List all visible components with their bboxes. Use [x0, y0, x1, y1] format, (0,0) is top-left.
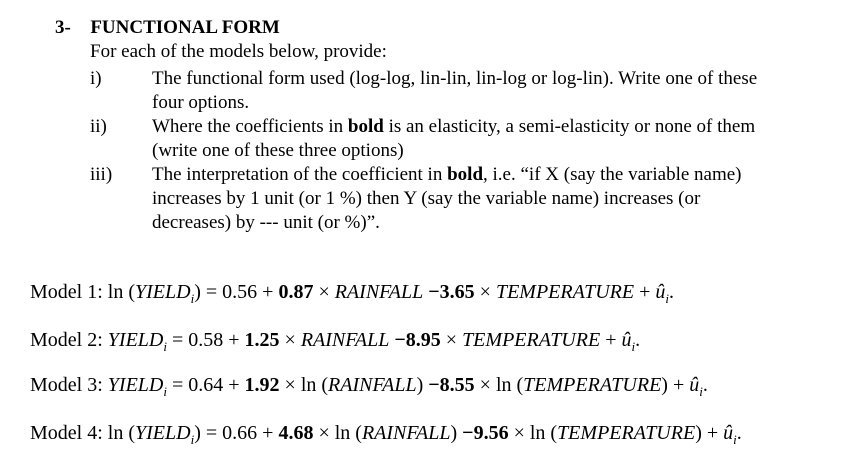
- period: .: [702, 374, 708, 396]
- plus-sign: +: [634, 281, 656, 303]
- variable-1: RAINFALL: [361, 422, 451, 444]
- var2-suffix: ): [695, 422, 702, 444]
- item-marker-i: i): [90, 68, 102, 89]
- lhs-variable: YIELD: [107, 329, 164, 351]
- model-label: Model 2:: [30, 329, 103, 351]
- item-iii-bold-word: bold: [447, 164, 484, 185]
- section-number: 3-: [55, 17, 71, 38]
- lhs-subscript: i: [190, 291, 195, 306]
- item-marker-iii: iii): [90, 164, 113, 185]
- times-sign: ×: [474, 281, 496, 303]
- residual-symbol: û: [621, 329, 632, 351]
- coefficient-1: 4.68: [278, 422, 314, 444]
- times-sign: ×: [440, 329, 463, 351]
- equals-sign: =: [166, 374, 189, 396]
- item-ii-line-1: [152, 115, 755, 139]
- intercept-value: 0.56: [222, 281, 258, 303]
- variable-1: RAINFALL: [328, 374, 417, 396]
- var1-suffix: ): [416, 374, 424, 396]
- variable-2: TEMPERATURE: [462, 329, 601, 351]
- lhs-prefix: ln (: [107, 281, 135, 303]
- section-title: FUNCTIONAL FORM: [90, 17, 280, 38]
- equals-sign: =: [200, 422, 223, 444]
- residual-subscript: i: [631, 339, 636, 354]
- model-equation-4: [30, 421, 742, 445]
- var1-prefix: ln (: [334, 422, 362, 444]
- residual-subscript: i: [665, 291, 669, 306]
- coefficient-1: 1.92: [244, 374, 280, 396]
- minus-sign: −: [423, 374, 440, 396]
- intro-text: For each of the models below, provide:: [90, 41, 387, 62]
- model-equation-1: [30, 280, 674, 304]
- var2-suffix: ): [661, 374, 668, 396]
- residual-subscript: i: [733, 432, 737, 447]
- item-i-line-2: four options.: [152, 92, 250, 113]
- item-marker-ii: ii): [90, 116, 107, 137]
- item-iii-line-1: [152, 163, 742, 187]
- lhs-suffix: ): [194, 422, 201, 444]
- times-sign: ×: [279, 329, 301, 351]
- plus-sign: +: [667, 374, 690, 396]
- item-iii-text-pre: The interpretation of the coefficient in: [152, 164, 448, 185]
- model-equation-3: [30, 373, 708, 397]
- lhs-suffix: ): [194, 281, 201, 303]
- period: .: [668, 281, 674, 303]
- times-sign: ×: [474, 374, 496, 396]
- times-sign: ×: [313, 422, 335, 444]
- lhs-variable: YIELD: [135, 281, 191, 303]
- item-ii-text-pre: Where the coefficients in: [152, 116, 348, 137]
- lhs-variable: YIELD: [107, 374, 164, 396]
- item-ii-text-post: is an elasticity, a semi-elasticity or none of them: [383, 116, 756, 137]
- model-equation-2: [30, 328, 640, 352]
- coefficient-2: 8.55: [439, 374, 475, 396]
- period: .: [736, 422, 742, 444]
- coefficient-2: 9.56: [473, 422, 509, 444]
- lhs-subscript: i: [190, 432, 195, 447]
- var2-prefix: ln (: [495, 374, 524, 396]
- variable-2: TEMPERATURE: [557, 422, 696, 444]
- coefficient-2: 3.65: [439, 281, 475, 303]
- var1-prefix: ln (: [300, 374, 329, 396]
- plus-sign: +: [223, 329, 245, 351]
- var1-suffix: ): [450, 422, 458, 444]
- residual-symbol: û: [655, 281, 666, 303]
- coefficient-2: 8.95: [405, 329, 441, 351]
- model-label: Model 3:: [30, 374, 103, 396]
- residual-symbol: û: [689, 374, 700, 396]
- coefficient-1: 1.25: [244, 329, 280, 351]
- plus-sign: +: [257, 422, 279, 444]
- item-iii-line-2: increases by 1 unit (or 1 %) then Y (say the variable name) increases (or: [152, 188, 701, 209]
- residual-symbol: û: [723, 422, 734, 444]
- residual-subscript: i: [699, 384, 703, 399]
- lhs-prefix: ln (: [107, 422, 135, 444]
- period: .: [635, 329, 641, 351]
- variable-1: RAINFALL: [300, 329, 390, 351]
- equals-sign: =: [166, 329, 189, 351]
- intercept-value: 0.66: [222, 422, 258, 444]
- minus-sign: −: [389, 329, 406, 351]
- variable-2: TEMPERATURE: [523, 374, 662, 396]
- plus-sign: +: [257, 281, 279, 303]
- plus-sign: +: [701, 422, 724, 444]
- intercept-value: 0.64: [188, 374, 224, 396]
- lhs-variable: YIELD: [135, 422, 191, 444]
- section-heading: [55, 16, 280, 40]
- item-iii-text-post: , i.e. “if X (say the variable name): [483, 164, 742, 185]
- coefficient-1: 0.87: [278, 281, 314, 303]
- minus-sign: −: [423, 281, 440, 303]
- model-label: Model 4:: [30, 422, 103, 444]
- equals-sign: =: [200, 281, 223, 303]
- item-iii-line-3: decreases) by --- unit (or %)”.: [152, 212, 380, 233]
- times-sign: ×: [508, 422, 530, 444]
- plus-sign: +: [223, 374, 245, 396]
- lhs-subscript: i: [163, 339, 167, 354]
- item-i-line-1: The functional form used (log-log, lin-lin, lin-log or log-lin). Write one of these: [152, 68, 758, 89]
- model-label: Model 1:: [30, 281, 103, 303]
- variable-2: TEMPERATURE: [495, 281, 635, 303]
- item-ii-bold-word: bold: [347, 116, 384, 137]
- minus-sign: −: [457, 422, 474, 444]
- lhs-subscript: i: [163, 384, 167, 399]
- variable-1: RAINFALL: [334, 281, 424, 303]
- times-sign: ×: [313, 281, 335, 303]
- times-sign: ×: [279, 374, 301, 396]
- plus-sign: +: [600, 329, 622, 351]
- var2-prefix: ln (: [529, 422, 558, 444]
- item-ii-line-2: (write one of these three options): [152, 140, 404, 161]
- intercept-value: 0.58: [188, 329, 224, 351]
